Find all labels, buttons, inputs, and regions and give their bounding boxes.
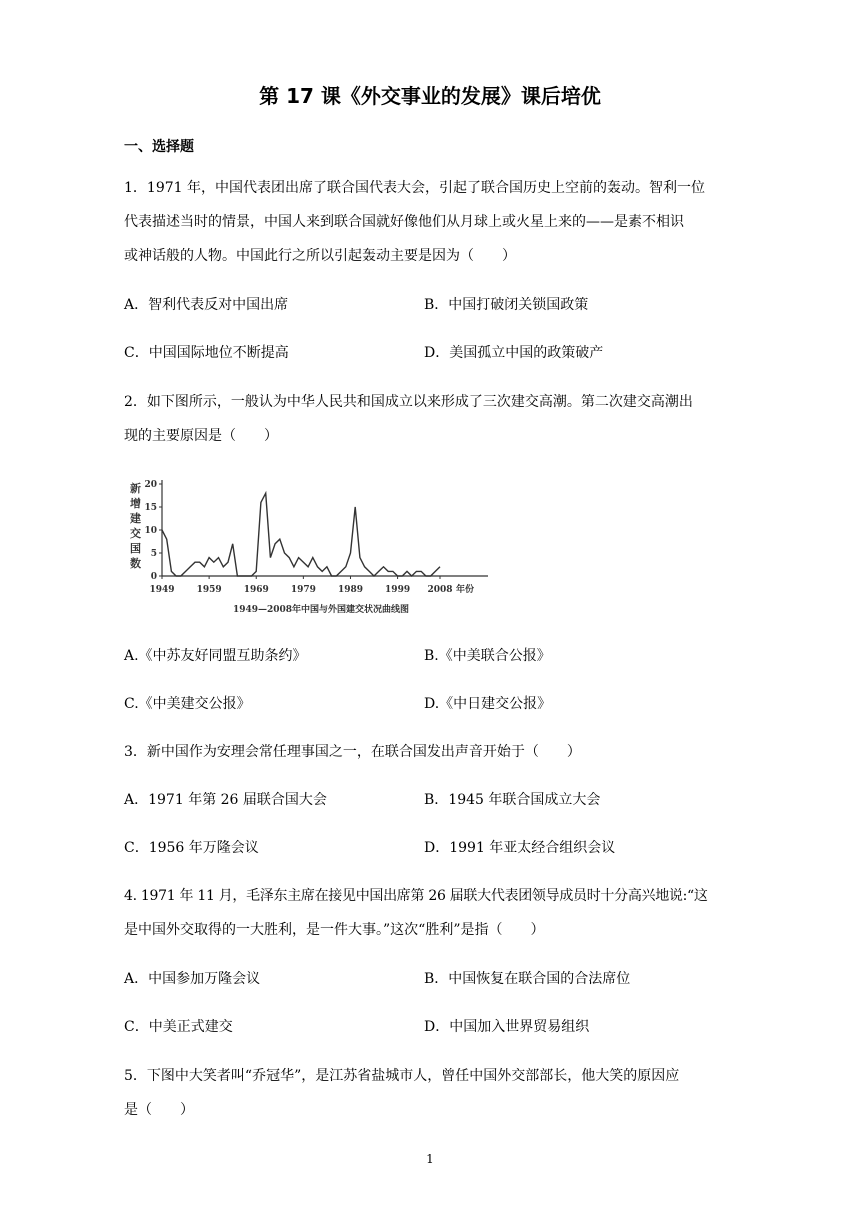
question-1-option-c[interactable]: C．中国国际地位不断提高: [124, 345, 289, 361]
y-axis-label: [130, 481, 141, 570]
x-tick-label: 1969: [243, 585, 269, 595]
x-tick-label: 1989: [337, 585, 364, 595]
y-axis-label-char: 建: [130, 512, 141, 525]
page-title: 第 17 课《外交事业的发展》课后培优: [259, 84, 601, 108]
y-axis-label-char: 数: [130, 557, 141, 570]
question-3-option-d[interactable]: D．1991 年亚太经合组织会议: [424, 840, 616, 856]
x-tick-label: 1959: [196, 585, 222, 595]
y-tick-label: 0: [150, 572, 157, 582]
chart-title: 1949—2008年中国与外国建交状况曲线图: [232, 605, 410, 615]
question-1-line-2: 代表描述当时的情景，中国人来到联合国就好像他们从月球上或火星上来的——是素不相识: [124, 214, 684, 230]
question-1-option-b[interactable]: B．中国打破闭关锁国政策: [424, 297, 589, 313]
question-3-option-b[interactable]: B．1945 年联合国成立大会: [424, 792, 601, 808]
question-2-line-2: 现的主要原因是（ ）: [124, 428, 278, 444]
y-tick-label: 10: [144, 526, 157, 536]
question-1-option-d[interactable]: D．美国孤立中国的政策破产: [424, 345, 604, 361]
x-tick-label: 1999: [385, 585, 411, 595]
question-3-line-1: 3．新中国作为安理会常任理事国之一，在联合国发出声音开始于（ ）: [124, 744, 581, 760]
question-2-option-a[interactable]: A.《中苏友好同盟互助条约》: [124, 648, 307, 664]
y-axis-label-char: 新: [130, 482, 141, 495]
y-tick-label: 15: [144, 503, 157, 513]
question-2-option-c[interactable]: C.《中美建交公报》: [124, 696, 251, 712]
question-3-option-c[interactable]: C．1956 年万隆会议: [124, 840, 259, 856]
question-1-option-a[interactable]: A．智利代表反对中国出席: [124, 297, 289, 313]
x-axis-label: 年份: [456, 585, 475, 595]
x-ticks: [149, 576, 452, 595]
y-tick-label: 20: [144, 480, 157, 490]
question-4-line-1: 4. 1971 年 11 月，毛泽东主席在接见中国出席第 26 届联大代表团领导成员时十分高兴地说:“这: [124, 888, 708, 904]
section-heading: 一、选择题: [124, 139, 194, 155]
diplomatic-relations-line-chart: [120, 474, 500, 624]
question-4-option-a[interactable]: A．中国参加万隆会议: [124, 971, 261, 987]
page-number: 1: [426, 1152, 434, 1166]
y-axis-label-char: 国: [130, 542, 141, 555]
question-1-line-3: 或神话般的人物。中国此行之所以引起轰动主要是因为（ ）: [124, 248, 516, 264]
question-5-line-2: 是（ ）: [124, 1102, 194, 1118]
question-2-option-d[interactable]: D.《中日建交公报》: [424, 696, 552, 712]
question-4-option-d[interactable]: D．中国加入世界贸易组织: [424, 1019, 590, 1035]
y-ticks: [144, 480, 162, 582]
x-tick-label: 1949: [149, 585, 175, 595]
y-axis-label-char: 增: [130, 497, 141, 510]
question-1-line-1: 1．1971 年，中国代表团出席了联合国代表大会，引起了联合国历史上空前的轰动。智利一位: [124, 180, 705, 196]
question-2-line-1: 2．如下图所示，一般认为中华人民共和国成立以来形成了三次建交高潮。第二次建交高潮出: [124, 394, 693, 410]
question-3-option-a[interactable]: A．1971 年第 26 届联合国大会: [124, 792, 327, 808]
question-2-option-b[interactable]: B.《中美联合公报》: [424, 648, 551, 664]
question-4-line-2: 是中国外交取得的一大胜利，是一件大事。”这次“胜利”是指（ ）: [124, 922, 545, 938]
x-tick-label: 2008: [427, 585, 453, 595]
y-tick-label: 5: [150, 549, 157, 559]
x-tick-label: 1979: [290, 585, 316, 595]
question-4-option-c[interactable]: C．中美正式建交: [124, 1019, 233, 1035]
series-line: [162, 493, 440, 576]
question-5-line-1: 5．下图中大笑者叫“乔冠华”，是江苏省盐城市人，曾任中国外交部部长，他大笑的原因应: [124, 1068, 680, 1084]
question-4-option-b[interactable]: B．中国恢复在联合国的合法席位: [424, 971, 631, 987]
y-axis-label-char: 交: [130, 527, 141, 540]
